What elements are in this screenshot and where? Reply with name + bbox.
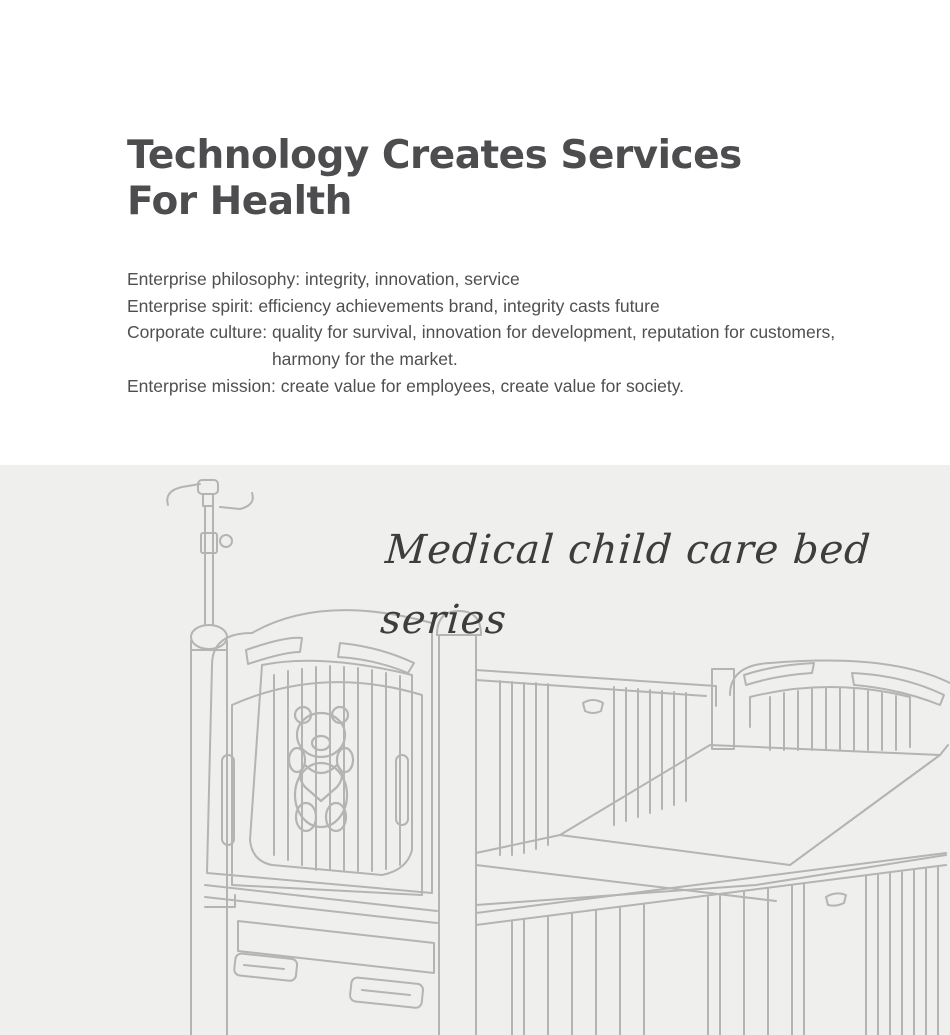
principle-value: quality for survival, innovation for development, reputation for customers, harmony for the market. xyxy=(271,322,836,370)
intro-section xyxy=(0,0,950,465)
principle-value: integrity, innovation, service xyxy=(305,269,520,289)
series-title: Medical child care bed series xyxy=(378,527,873,643)
principle-mission xyxy=(127,373,907,400)
principle-label: Enterprise mission: xyxy=(127,375,276,396)
principle-label: Enterprise spirit: xyxy=(127,295,254,316)
back-side-rail xyxy=(476,669,734,855)
principle-label: Corporate culture: xyxy=(127,322,268,343)
principle-culture xyxy=(127,319,907,372)
product-series-banner xyxy=(0,465,950,1035)
page-headline xyxy=(127,133,827,225)
principle-label: Enterprise philosophy: xyxy=(127,269,301,289)
headline-line-1: Technology Creates Services xyxy=(127,133,742,178)
bed-base xyxy=(205,885,437,1008)
front-side-rail xyxy=(476,853,946,1035)
principle-value: create value for employees, create value for society. xyxy=(280,375,685,396)
center-post xyxy=(437,611,481,1035)
foot-panel xyxy=(730,661,950,751)
principle-value: efficiency achievements brand, integrity casts future xyxy=(258,295,660,316)
headline-line-2: For Health xyxy=(127,179,352,224)
iv-pole xyxy=(167,480,253,625)
principle-philosophy xyxy=(127,266,907,293)
principle-spirit xyxy=(127,293,907,320)
enterprise-principles-list xyxy=(127,266,907,400)
